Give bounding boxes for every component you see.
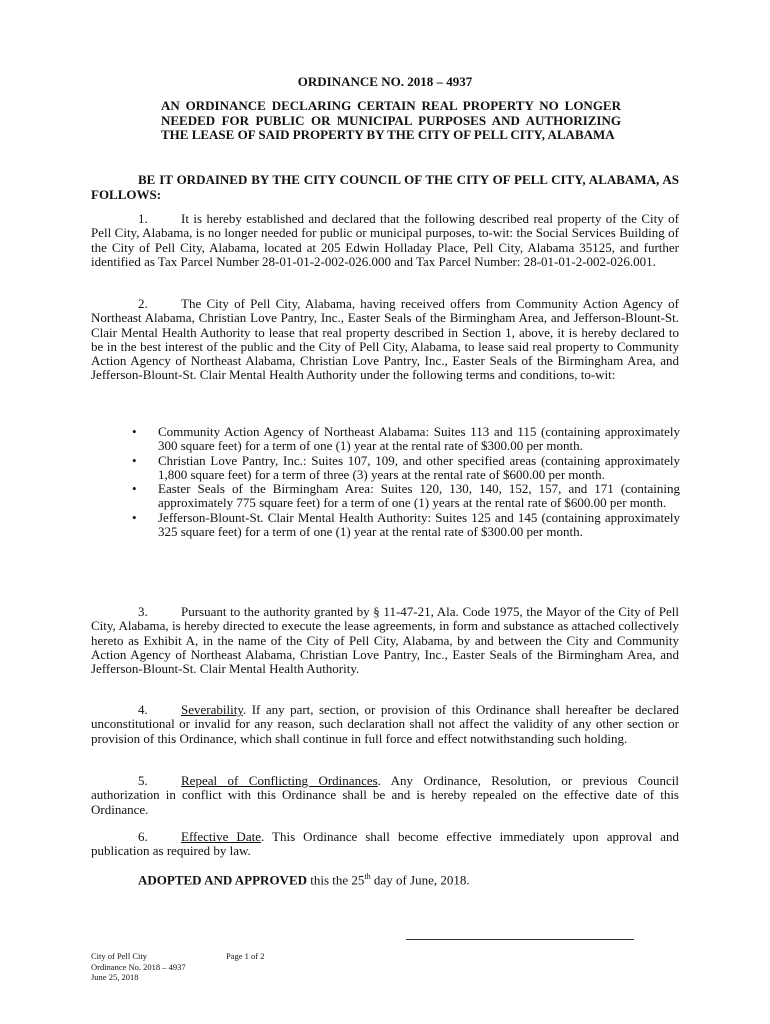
- section-2: [91, 297, 679, 383]
- lease-terms-list: [120, 425, 680, 539]
- adoption-date-post: day of June, 2018.: [370, 872, 470, 888]
- section-4: [91, 703, 679, 746]
- bullet-icon: •: [132, 509, 137, 525]
- section-5-heading: Repeal of Conflicting Ordinances: [181, 773, 378, 788]
- section-5: [91, 774, 679, 817]
- section-5-number: 5.: [138, 773, 148, 788]
- ordinance-title: ORDINANCE NO. 2018 – 4937: [297, 74, 473, 89]
- ordinance-subtitle: AN ORDINANCE DECLARING CERTAIN REAL PROPERTY NO LONGER NEEDED FOR PUBLIC OR MUNICIPAL PURPOSES AND AUTHORIZING THE LEASE OF SAID PROPERTY BY THE CITY OF PELL CITY, ALABAMA: [161, 98, 621, 142]
- lease-term-text: Jefferson-Blount-St. Clair Mental Health Authority: Suites 125 and 145 (containing approximately 325 square feet) for a term of one (1) year at the rental rate of $300.00 per month.: [158, 509, 680, 540]
- footer: [91, 951, 186, 983]
- section-6: [91, 830, 679, 859]
- section-1: [91, 212, 679, 269]
- section-3: [91, 605, 679, 676]
- lease-term-text: Christian Love Pantry, Inc.: Suites 107, 109, and other specified areas (containing approximately 1,800 square feet) for a term of three (3) years at the rental rate of $600.00 per month.: [158, 452, 680, 482]
- section-4-heading: Severability: [181, 702, 243, 717]
- list-item: [120, 511, 680, 540]
- list-item: [120, 425, 680, 454]
- section-4-text: . If any part, section, or provision of this Ordinance shall hereafter be declared unconstitutional or invalid for any reason, such declaration shall not affect the validity of any other section or provision of this Ordinance, which shall continue in full force and effect notwithstanding such holding.: [91, 702, 679, 746]
- footer-city: City of Pell City: [91, 951, 147, 961]
- adoption-label: ADOPTED AND APPROVED: [138, 872, 308, 888]
- lease-term-text: Community Action Agency of Northeast Alabama: Suites 113 and 115 (containing approximately 300 square feet) for a term of one (1) year at the rental rate of $300.00 per month.: [158, 424, 680, 454]
- ordained-statement: BE IT ORDAINED BY THE CITY COUNCIL OF THE CITY OF PELL CITY, ALABAMA, AS FOLLOWS:: [91, 172, 679, 202]
- section-4-number: 4.: [138, 702, 148, 717]
- section-3-number: 3.: [138, 604, 148, 619]
- section-2-number: 2.: [138, 296, 148, 311]
- section-6-number: 6.: [138, 829, 148, 844]
- bullet-icon: •: [132, 481, 137, 497]
- section-6-heading: Effective Date: [181, 829, 261, 844]
- section-2-text: The City of Pell City, Alabama, having received offers from Community Action Agency of Northeast Alabama, Christian Love Pantry, Inc., Easter Seals of the Birmingham Area, and Jefferson-Blount-St. Clair Mental Health Authority to lease that real property described in Section 1, above, it is hereby declared to be in the best interest of the public and the City of Pell City, Alabama, to lease said real property to Community Action Agency of Northeast Alabama, Christian Love Pantry, Inc., Easter Seals of the Birmingham Area, and Jefferson-Blount-St. Clair Mental Health Authority under the following terms and conditions, to-wit:: [91, 296, 679, 383]
- page-number: Page 1 of 2: [226, 951, 265, 961]
- bullet-icon: •: [132, 452, 137, 468]
- bullet-icon: •: [132, 424, 137, 439]
- footer-ordinance: Ordinance No. 2018 – 4937: [91, 961, 186, 972]
- signature-line: [406, 939, 634, 940]
- adoption-statement: [138, 872, 470, 888]
- lease-term-text: Easter Seals of the Birmingham Area: Suites 120, 130, 140, 152, 157, and 171 (containing approximately 775 square feet) for a term of one (1) years at the rental rate of $600.00 per month.: [158, 481, 680, 511]
- section-6-text: . This Ordinance shall become effective immediately upon approval and publication as required by law.: [91, 829, 679, 859]
- list-item: [120, 454, 680, 483]
- section-3-text: Pursuant to the authority granted by § 11-47-21, Ala. Code 1975, the Mayor of the City of Pell City, Alabama, is hereby directed to execute the lease agreements, in form and substance as attached collectively hereto as Exhibit A, in the name of the City of Pell City, Alabama, by and between the City and Community Action Agency of Northeast Alabama, Christian Love Pantry, Inc., Easter Seals of the Birmingham Area, and Jefferson-Blount-St. Clair Mental Health Authority.: [91, 604, 679, 677]
- section-1-text: It is hereby established and declared that the following described real property of the City of Pell City, Alabama, is no longer needed for public or municipal purposes, to-wit: the Social Services Building of the City of Pell City, Alabama, located at 205 Edwin Holladay Place, Pell City, Alabama 35125, and further identified as Tax Parcel Number 28-01-01-2-002-026.000 and Tax Parcel Number: 28-01-01-2-002-026.001.: [91, 211, 679, 269]
- adoption-date-sup: th: [364, 872, 371, 881]
- section-1-number: 1.: [138, 211, 148, 226]
- footer-date: June 25, 2018: [91, 972, 139, 982]
- adoption-date-pre: this the 25: [307, 872, 365, 888]
- section-5-text: . Any Ordinance, Resolution, or previous Council authorization in conflict with this Ordinance shall be and is hereby repealed on the effective date of this Ordinance.: [91, 773, 679, 817]
- list-item: [120, 482, 680, 511]
